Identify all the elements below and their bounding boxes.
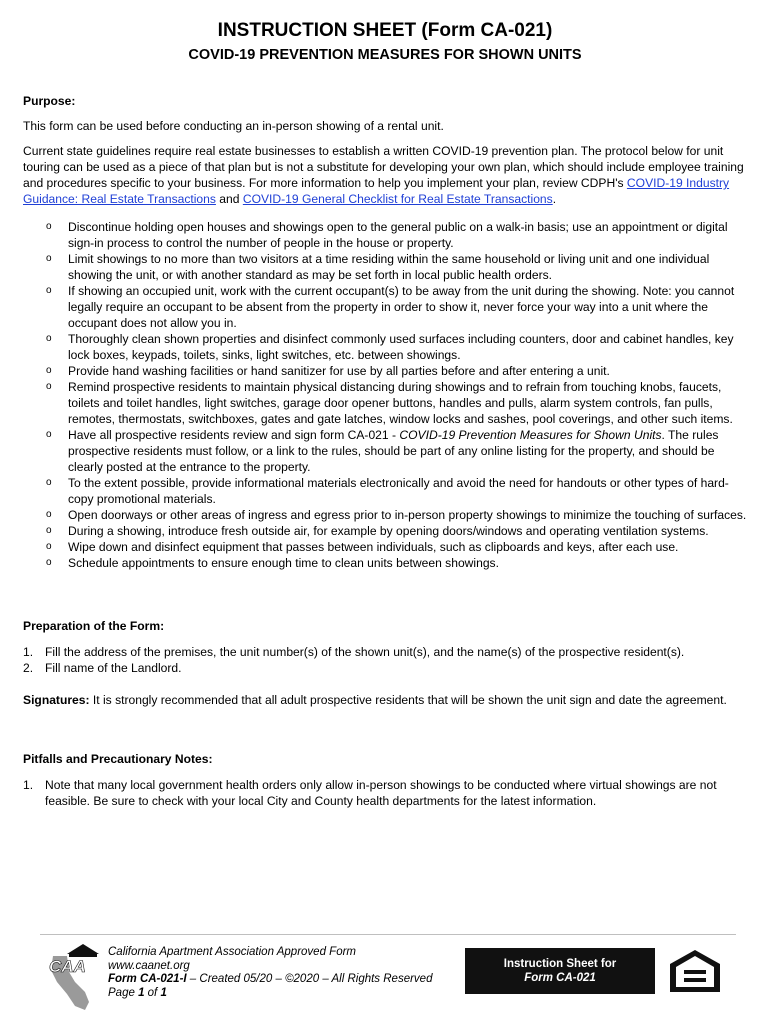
form-badge	[465, 948, 655, 994]
page-of: of	[144, 986, 161, 999]
signatures-label: Signatures:	[23, 693, 90, 707]
list-item-text: Open doorways or other areas of ingress and egress prior to in-person property showings to minimize the touching of surfaces.	[68, 508, 747, 522]
list-item	[23, 507, 748, 523]
footer-form-line	[108, 973, 432, 987]
list-item	[23, 555, 748, 571]
list-item-text: Have all prospective residents review and sign form CA-021 -	[68, 428, 400, 442]
footer-info	[108, 946, 432, 1000]
list-item	[23, 331, 748, 363]
footer-line-association: California Apartment Association Approved Form	[108, 946, 356, 958]
list-item	[23, 219, 748, 251]
list-item	[23, 777, 748, 809]
list-item	[23, 251, 748, 283]
list-item	[23, 283, 748, 331]
list-item	[23, 475, 748, 507]
bullet-icon: o	[46, 333, 52, 344]
list-item-text: Limit showings to no more than two visitors at a time residing within the same household or living unit and one individual showing the unit, or with another standard as may be set forth in local public health orders.	[68, 252, 710, 282]
list-item-text: During a showing, introduce fresh outside air, for example by opening doors/windows and operating ventilation systems.	[68, 524, 709, 538]
footer-page-number	[108, 987, 432, 1001]
bullet-icon: o	[46, 365, 52, 376]
bullet-icon: o	[46, 525, 52, 536]
industry-guidance-link[interactable]: COVID-19 Industry Guidance: Real Estate Transactions	[23, 176, 730, 206]
period-text: .	[552, 192, 557, 206]
bullet-icon: o	[46, 477, 52, 488]
list-item-text: Note that many local government health orders only allow in-person showings to be conducted where virtual showings are not feasible. Be sure to check with your local City and County health departments for the latest information.	[45, 778, 717, 808]
list-item-text: Fill the address of the premises, the unit number(s) of the shown unit(s), and the name(s) of the prospective resident(s).	[45, 645, 685, 659]
page-title: INSTRUCTION SHEET (Form CA-021)	[217, 20, 553, 41]
list-item-text: Fill name of the Landlord.	[45, 661, 182, 675]
bullet-icon: o	[46, 429, 52, 440]
preparation-section	[23, 618, 748, 676]
pitfalls-section	[23, 751, 748, 809]
list-number: 1.	[23, 645, 34, 659]
caa-logo-icon	[45, 942, 103, 1012]
and-text: and	[215, 192, 243, 206]
preparation-heading: Preparation of the Form:	[23, 619, 165, 633]
list-item-text: Thoroughly clean shown properties and disinfect commonly used surfaces including counters, door and cabinet handles, key lock boxes, keypads, toilets, sinks, light switches, etc. between showings.	[68, 332, 734, 362]
signatures-section	[23, 692, 748, 708]
form-title-italic: COVID-19 Prevention Measures for Shown Units	[399, 428, 662, 442]
purpose-guidelines	[23, 143, 748, 207]
bullet-icon: o	[46, 221, 52, 232]
purpose-heading: Purpose:	[23, 94, 76, 108]
list-item	[23, 379, 748, 427]
bullet-icon: o	[46, 253, 52, 264]
list-item-text: Provide hand washing facilities or hand sanitizer for use by all parties before and after entering a unit.	[68, 364, 610, 378]
list-item-text: To the extent possible, provide informational materials electronically and avoid the need for handouts or other types of hard-copy promotional materials.	[68, 476, 729, 506]
list-item-text: Discontinue holding open houses and showings open to the general public on a walk-in basis; use an appointment or digital sign-in process to control the number of people in the house or property.	[68, 220, 728, 250]
bullet-icon: o	[46, 541, 52, 552]
list-item-text: Schedule appointments to ensure enough time to clean units between showings.	[68, 556, 499, 570]
purpose-intro: This form can be used before conducting an in-person showing of a rental unit.	[23, 119, 444, 133]
bullet-icon: o	[46, 509, 52, 520]
bullet-icon: o	[46, 381, 52, 392]
page-current: 1	[138, 986, 145, 999]
list-item	[23, 660, 748, 676]
list-item	[23, 644, 748, 660]
bullet-icon: o	[46, 557, 52, 568]
measures-list	[23, 219, 748, 571]
general-checklist-link[interactable]: COVID-19 General Checklist for Real Estate Transactions	[242, 192, 553, 206]
list-item-text: If showing an occupied unit, work with the current occupant(s) to be away from the unit during the showing. Note: you cannot legally require an occupant to be absent from the property in order to show it, never force your way into a unit where the occupant does not allow you in.	[68, 284, 735, 330]
purpose-section	[23, 93, 748, 207]
page-subtitle: COVID-19 PREVENTION MEASURES FOR SHOWN UNITS	[188, 47, 582, 63]
page-label: Page	[108, 986, 139, 999]
logo-text: CAA	[49, 957, 86, 976]
badge-line2: Form CA-021	[524, 972, 596, 984]
list-item	[23, 363, 748, 379]
list-item	[23, 523, 748, 539]
list-number: 2.	[23, 661, 34, 675]
list-item-text: Remind prospective residents to maintain physical distancing during showings and to refrain from touching knobs, faucets, toilets and toilet handles, light switches, garage door opener buttons, handles and pulls, alarm system controls, fan pulls, remotes, thermostats, switchboxes, gates and gate latches, window locks and sashes, pool coverings, and other such items.	[68, 380, 733, 426]
footer-form-id: Form CA-021-I	[108, 973, 187, 985]
guidelines-text: Current state guidelines require real estate businesses to establish a written COVID-19 prevention plan. The protocol below for unit touring can be used as a piece of that plan but is not a substitute for developing your own plan, which should include employee training and procedures specific to your business. For more information to help you implement your plan, review CDPH's	[23, 144, 744, 190]
page-total: 1	[160, 986, 167, 999]
list-item-text: . The rules prospective residents must follow, or a link to the rules, should be part of any online listing for the property, and should be clearly posted at the entrance to the property.	[68, 428, 719, 474]
list-item	[23, 539, 748, 555]
signatures-text: It is strongly recommended that all adult prospective residents that will be shown the unit sign and date the agreement.	[89, 693, 727, 707]
badge-line1: Instruction Sheet for	[503, 958, 617, 970]
list-item-text: Wipe down and disinfect equipment that passes between individuals, such as clipboards and keys, after each use.	[68, 540, 679, 554]
list-item	[23, 427, 748, 475]
list-number: 1.	[23, 778, 34, 792]
footer-website: www.caanet.org	[108, 959, 190, 972]
bullet-icon: o	[46, 285, 52, 296]
equal-housing-icon	[668, 948, 722, 994]
footer-created: – Created 05/20 – ©2020 – All Rights Reserved	[186, 973, 433, 985]
pitfalls-heading: Pitfalls and Precautionary Notes:	[23, 752, 213, 766]
footer-divider	[40, 934, 736, 935]
